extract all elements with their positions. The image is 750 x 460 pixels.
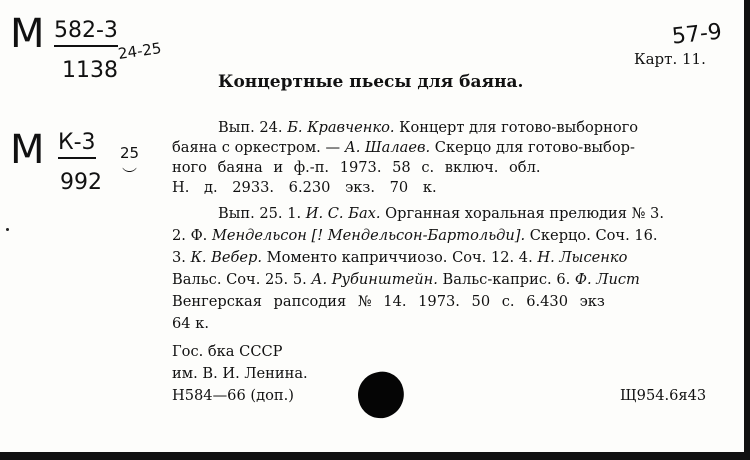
corner-handwritten-number: 57-9 xyxy=(670,19,724,50)
entry2-line2: 2. Ф. Мендельсон [! Мендельсон-Бартольди]. Скерцо. Соч. 16. xyxy=(172,227,658,244)
entry2-line1: Вып. 25. 1. И. С. Бах. Органная хоральная прелюдия № 3. xyxy=(218,205,664,222)
card-number: Карт. 11. xyxy=(634,50,706,68)
entry2-line3: 3. К. Вебер. Моменто каприччиозо. Соч. 12. 4. Н. Лысенко xyxy=(172,249,628,266)
shelfmark-code-1: 582-3 xyxy=(54,20,118,47)
card-edge-right xyxy=(744,0,750,460)
entry2-line6: 64 к. xyxy=(172,315,209,332)
shelfmark-letter-1: М xyxy=(10,11,45,57)
card-order-code: Н584—66 (доп.) xyxy=(172,387,294,404)
entry1-line1: Вып. 24. Б. Кравченко. Концерт для готово-выборного xyxy=(218,119,639,136)
library-name: Гос. бка СССР xyxy=(172,343,283,360)
entry2-line5: Венгерская рапсодия № 14. 1973. 50 с. 6.430 экз xyxy=(172,293,605,310)
shelfmark-code-2: К-3 xyxy=(58,132,96,159)
shelfmark-number-2: 992 xyxy=(60,170,102,195)
entry1-line4: Н. д. 2933. 6.230 экз. 70 к. xyxy=(172,179,437,196)
specks xyxy=(6,228,9,231)
card-edge-bottom xyxy=(0,452,750,460)
ink-blot xyxy=(354,368,409,423)
shelfmark-volume-2: 25 xyxy=(120,144,140,162)
card-heading: Концертные пьесы для баяна. xyxy=(218,72,524,92)
check-mark: ︶ xyxy=(122,166,138,184)
entry1-line3: ного баяна и ф.-п. 1973. 58 с. включ. обл. xyxy=(172,159,541,176)
classification-code: Щ954.6я43 xyxy=(620,387,707,404)
library-dedication: им. В. И. Ленина. xyxy=(172,365,308,382)
entry2-line4: Вальс. Соч. 25. 5. А. Рубинштейн. Вальс-каприс. 6. Ф. Лист xyxy=(172,271,640,288)
entry1-line2: баяна с оркестром. — А. Шалаев. Скерцо для готово-выбор- xyxy=(172,139,635,156)
shelfmark-range-1: 24-25 xyxy=(116,39,163,63)
shelfmark-number-1: 1138 xyxy=(62,58,118,83)
shelfmark-letter-2: М xyxy=(10,127,45,173)
